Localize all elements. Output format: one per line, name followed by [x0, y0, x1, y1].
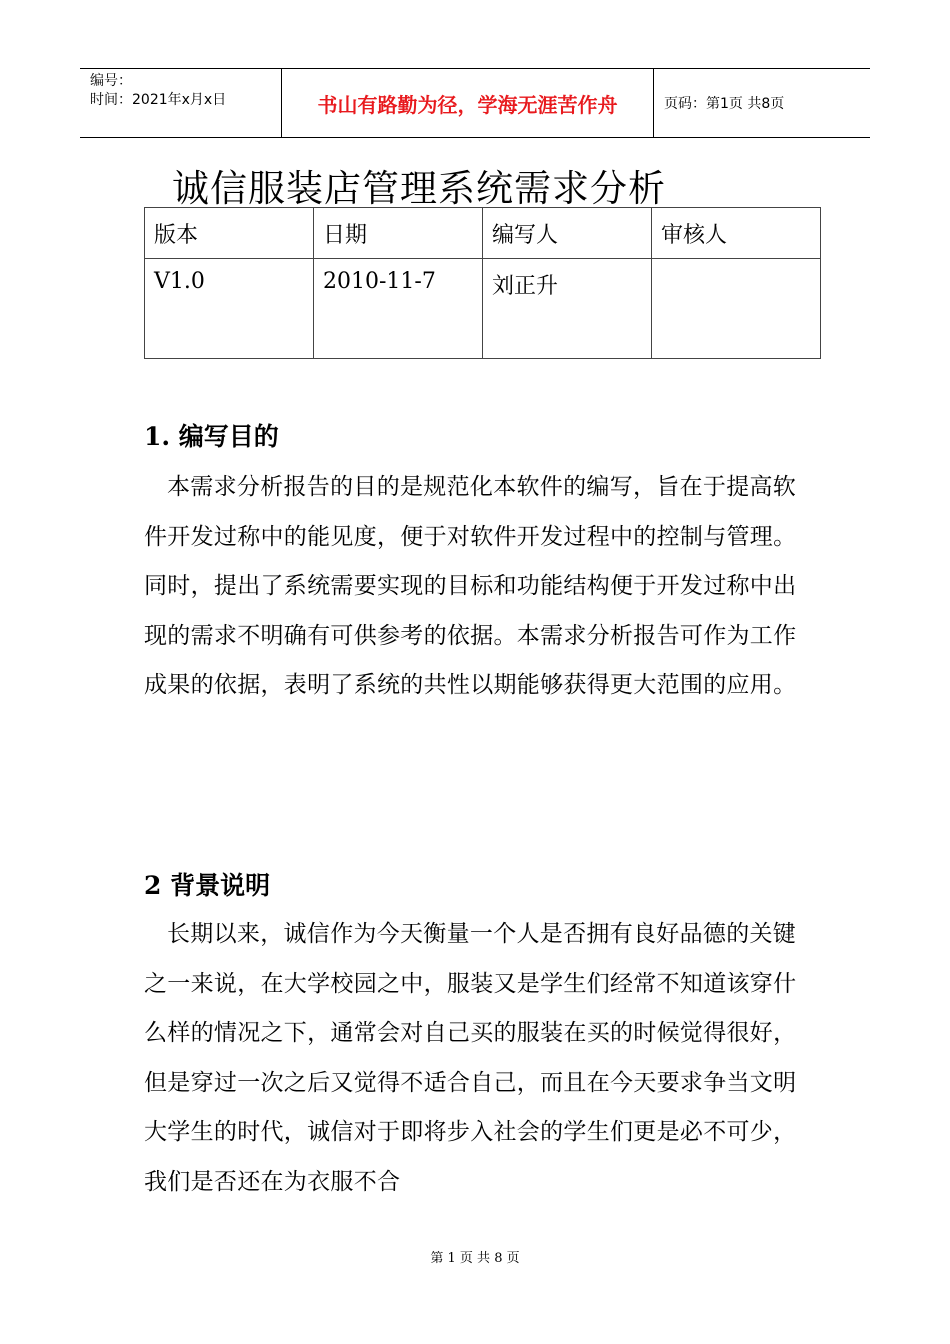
section-body-background: 长期以来，诚信作为今天衡量一个人是否拥有良好品德的关键之一来说，在大学校园之中，服装又是学生们经常不知道该穿什么样的情况之下，通常会对自己买的服装在买的时候觉得很好，但是穿过一次之后又觉得不适合自己，而且在今天要求争当文明大学生的时代，诚信对于即将步入社会的学生们更是必不可少，我们是否还在为衣服不合: [144, 921, 797, 1195]
header-cell-reviewer: 审核人: [652, 208, 821, 259]
header-cell-date: 日期: [314, 208, 483, 259]
section-heading-purpose: 1. 编写目的: [144, 422, 279, 451]
header-page-info: 页码：第1页 共8页: [664, 96, 785, 112]
header-cell-version: 版本: [145, 208, 314, 259]
section-body-purpose: 本需求分析报告的目的是规范化本软件的编写，旨在于提高软件开发过称中的能见度，便于对软件开发过程中的控制与管理。同时，提出了系统需要实现的目标和功能结构便于开发过称中出现的需求不明确有可供参考的依据。本需求分析报告可作为工作成果的依据，表明了系统的共性以期能够获得更大范围的应用。: [144, 474, 797, 698]
number-label: 编号：: [90, 73, 132, 89]
time-label: 时间：2021年x月x日: [90, 92, 227, 108]
cell-author: 刘正升: [483, 259, 652, 359]
page-footer: 第 1 页 共 8 页: [430, 1251, 520, 1266]
page-header: [80, 68, 870, 138]
header-cell-author: 编写人: [483, 208, 652, 259]
table-header-row: [145, 208, 821, 259]
header-meta: [80, 69, 280, 137]
cell-reviewer: [652, 259, 821, 359]
table-row: [145, 259, 821, 359]
cell-version: V1.0: [145, 259, 314, 359]
document-title: 诚信服装店管理系统需求分析: [172, 167, 666, 210]
cell-date: 2010-11-7: [314, 259, 483, 359]
header-slogan: 书山有路勤为径，学海无涯苦作舟: [281, 69, 654, 137]
version-table: [144, 207, 821, 359]
section-heading-background: 2 背景说明: [144, 871, 271, 900]
